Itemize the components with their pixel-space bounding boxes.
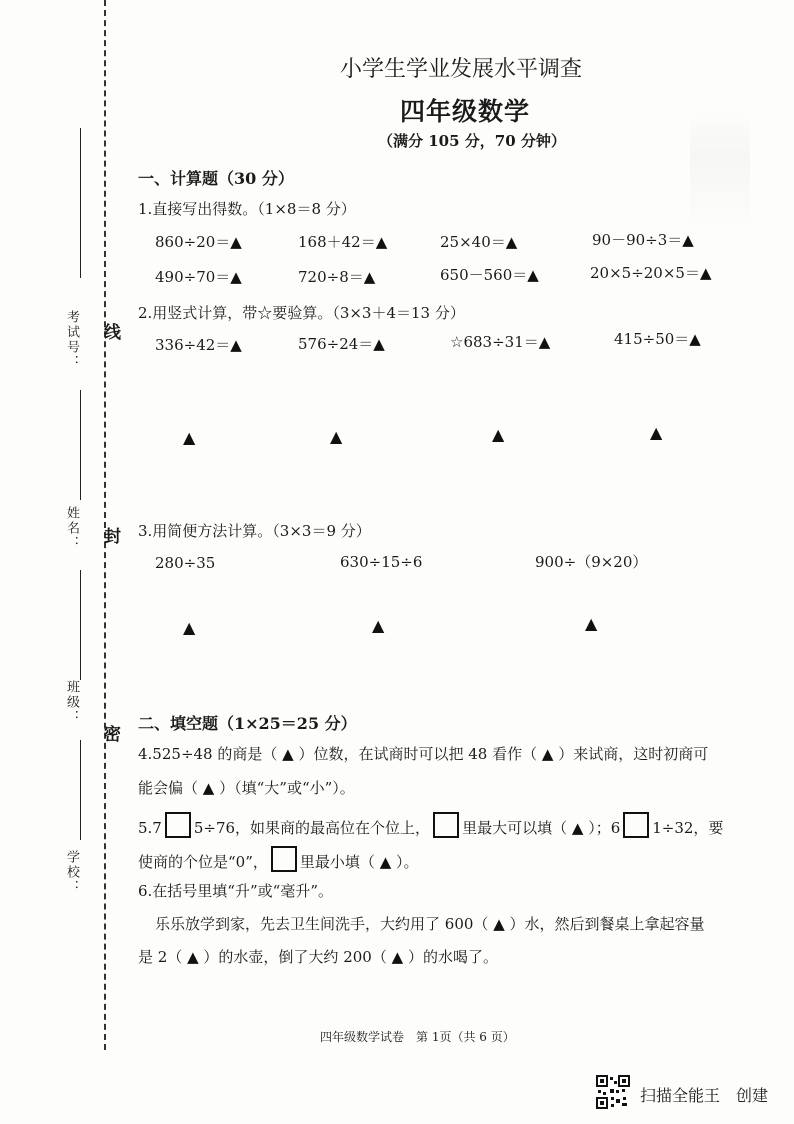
q1-item: 20×5÷20×5＝▲ [590, 264, 712, 282]
q2-item: 576÷24＝▲ [298, 335, 385, 353]
scan-smudge [690, 110, 750, 230]
seal-line-char: 线 [104, 323, 121, 343]
page-title: 四年级数学 [400, 97, 531, 126]
q2-item: ☆683÷31＝▲ [450, 333, 551, 351]
name-label: 姓名： [64, 506, 79, 551]
qr-code-icon [596, 1075, 630, 1109]
school-line [80, 740, 81, 840]
q1-item: 90－90÷3＝▲ [592, 231, 694, 249]
q3-item: 630÷15÷6 [340, 553, 423, 571]
seal-seal-char: 封 [104, 527, 121, 547]
q1-item: 720÷8＝▲ [298, 268, 376, 286]
answer-placeholder: ▲ [183, 618, 196, 637]
q1-item: 490÷70＝▲ [155, 268, 242, 286]
q5-line2: 使商的个位是“0”， 里最小填（ ▲ ）。 [138, 846, 419, 872]
q1-item: 860÷20＝▲ [155, 233, 242, 251]
blank-box[interactable] [165, 812, 191, 838]
class-line [80, 570, 81, 680]
q6-line1: 乐乐放学到家，先去卫生间洗手，大约用了 600（ ▲ ）水，然后到餐桌上拿起容量 [155, 915, 705, 933]
section1-title: 一、计算题（30 分） [138, 169, 294, 188]
answer-placeholder: ▲ [183, 428, 196, 447]
blank-box[interactable] [271, 846, 297, 872]
q4-line2: 能会偏（ ▲ ）（填“大”或“小”）。 [138, 779, 355, 797]
q3-title: 3.用简便方法计算。（3×3＝9 分） [138, 522, 371, 540]
class-label: 班级： [64, 680, 79, 725]
school-label: 学校： [64, 850, 79, 895]
blank-box[interactable] [623, 812, 649, 838]
q1-item: 650－560＝▲ [440, 266, 539, 284]
q2-item: 415÷50＝▲ [614, 330, 701, 348]
q2-item: 336÷42＝▲ [155, 336, 242, 354]
seal-close-char: 密 [104, 725, 121, 745]
q2-title: 2.用竖式计算，带☆要验算。（3×3＋4＝13 分） [138, 304, 465, 322]
q6-line2: 是 2（ ▲ ）的水壶，倒了大约 200（ ▲ ）的水喝了。 [138, 948, 498, 966]
answer-placeholder: ▲ [650, 423, 663, 442]
answer-placeholder: ▲ [585, 614, 598, 633]
q1-title: 1.直接写出得数。（1×8＝8 分） [138, 200, 356, 218]
q6-title: 6.在括号里填“升”或“毫升”。 [138, 882, 333, 900]
survey-title: 小学生学业发展水平调查 [340, 57, 583, 82]
q3-item: 280÷35 [155, 554, 216, 572]
q5-line1: 5.7 5÷76，如果商的最高位在个位上， 里最大可以填（ ▲ ）；6 1÷32，要 [138, 812, 723, 838]
exam-no-label: 考试号： [64, 310, 79, 370]
blank-box[interactable] [433, 812, 459, 838]
q3-item: 900÷（9×20） [535, 553, 648, 571]
q4-line1: 4.525÷48 的商是（ ▲ ）位数，在试商时可以把 48 看作（ ▲ ）来试商，这时初商可 [138, 745, 709, 763]
page-footer: 四年级数学试卷 第 1页（共 6 页） [320, 1030, 515, 1044]
scanner-watermark: 扫描全能王 创建 [640, 1086, 769, 1105]
score-info: （满分 105 分，70 分钟） [378, 132, 566, 150]
answer-placeholder: ▲ [330, 427, 343, 446]
answer-placeholder: ▲ [492, 425, 505, 444]
name-line [80, 390, 81, 500]
q1-item: 25×40＝▲ [440, 233, 518, 251]
answer-placeholder: ▲ [372, 616, 385, 635]
exam-no-line [80, 128, 81, 278]
section2-title: 二、填空题（1×25＝25 分） [138, 714, 357, 733]
q1-item: 168＋42＝▲ [298, 233, 388, 251]
